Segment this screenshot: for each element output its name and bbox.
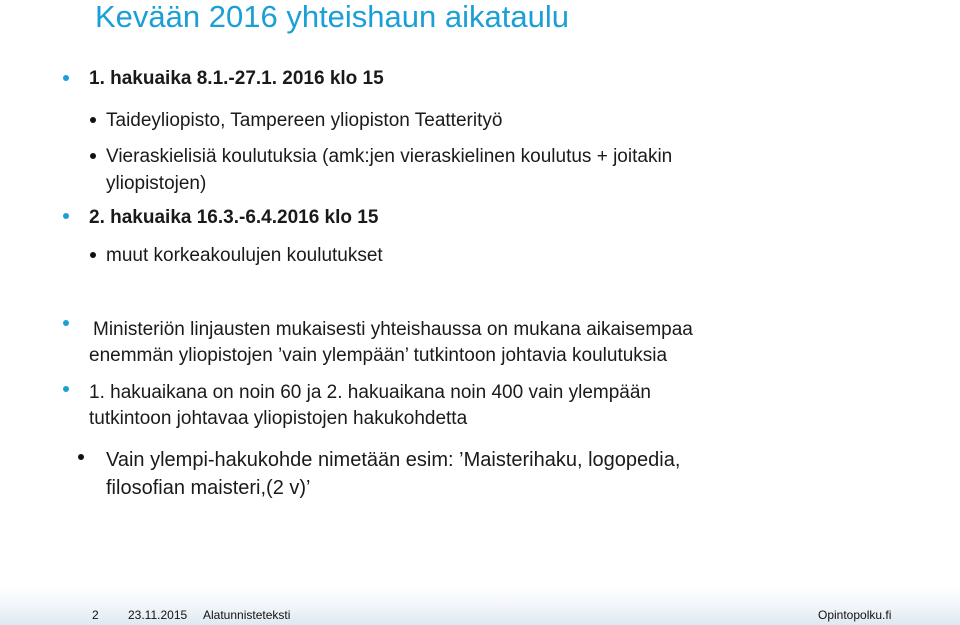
footer-brand: Opintopolku.fi: [818, 608, 892, 622]
bullet-icon: [63, 213, 69, 219]
slide-title: Kevään 2016 yhteishaun aikataulu: [95, 0, 569, 34]
bullet-icon: [63, 320, 69, 326]
list-item-maisterihaku-line1: Vain ylempi-hakukohde nimetään esim: ’Maisterihaku, logopedia,: [106, 449, 681, 471]
list-item-hakukohteet-line1: 1. hakuaikana on noin 60 ja 2. hakuaikana noin 400 vain ylempään: [89, 382, 651, 403]
list-item-ministerio-line2: enemmän yliopistojen ’vain ylempään’ tutkintoon johtavia koulutuksia: [89, 345, 668, 366]
list-item-muut-korkeakoulut: muut korkeakoulujen koulutukset: [106, 245, 383, 266]
footer-text: Alatunnisteteksti: [203, 608, 291, 622]
list-item-hakuaika-2: 2. hakuaika 16.3.-6.4.2016 klo 15: [89, 207, 379, 228]
list-item-maisterihaku-line2: filosofian maisteri,(2 v)’: [106, 477, 311, 499]
bullet-icon: [78, 454, 84, 460]
list-item-taideyliopisto: Taideyliopisto, Tampereen yliopiston Teatterityö: [106, 110, 503, 131]
page-number: 2: [92, 608, 99, 622]
bullet-icon: [90, 153, 96, 159]
bullet-icon: [90, 252, 96, 258]
list-item-hakukohteet-line2: tutkintoon johtavaa yliopistojen hakukohdetta: [89, 408, 468, 429]
list-item-ministerio-line1: Ministeriön linjausten mukaisesti yhteishaussa on mukana aikaisempaa: [93, 319, 693, 340]
list-item-vieraskielisia-line2: yliopistojen): [106, 173, 207, 194]
list-item-vieraskielisia-line1: Vieraskielisiä koulutuksia (amk:jen vieraskielinen koulutus + joitakin: [106, 146, 673, 167]
bullet-icon: [63, 75, 69, 81]
footer-date: 23.11.2015: [128, 608, 188, 622]
bullet-icon: [90, 117, 96, 123]
list-item-hakuaika-1: 1. hakuaika 8.1.-27.1. 2016 klo 15: [89, 68, 384, 89]
bullet-icon: [63, 386, 69, 392]
